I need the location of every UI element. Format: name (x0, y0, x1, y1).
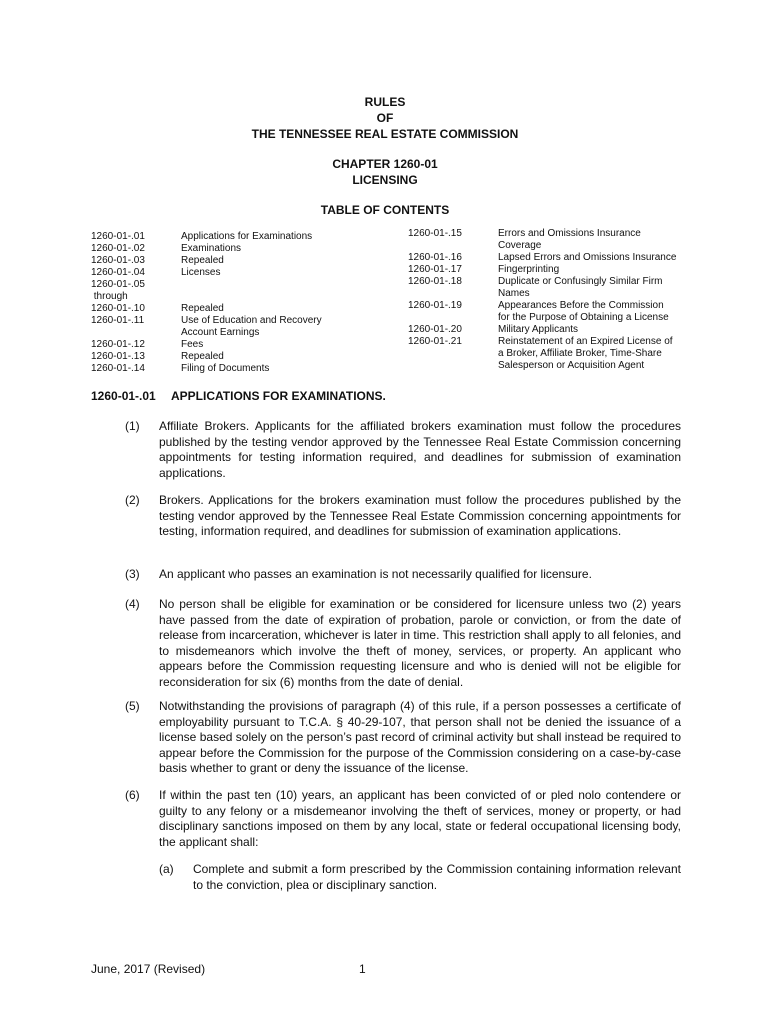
toc-title-entry: Repealed (181, 303, 224, 314)
toc-num: through (91, 291, 128, 302)
toc-num: 1260-01-.04 (91, 267, 145, 278)
toc-num: 1260-01-.16 (408, 252, 462, 263)
paragraph-number: (5) (125, 699, 140, 713)
toc-title-entry: Names (498, 288, 530, 299)
paragraph-text: No person shall be eligible for examination or be considered for licensure unless two (2) years have passed from the date of expiration of probation, parole or conviction, or from the date of release from incarceration, whichever is later in time. This restriction shall apply to all felonies, and to misdemeanors which involve the theft of money, services, or property. An applicant who appears before the Commission requesting licensure and who is denied will not be eligible for reconsideration for six (6) months from the date of denial. (159, 597, 681, 689)
toc-num: 1260-01-.11 (91, 315, 145, 326)
toc-num: 1260-01-.15 (408, 228, 462, 239)
toc-title-entry: Appearances Before the Commission (498, 300, 664, 311)
toc-title-entry: Licenses (181, 267, 221, 278)
paragraph-text: An applicant who passes an examination is not necessarily qualified for licensure. (159, 567, 592, 581)
toc-num: 1260-01-.10 (91, 303, 145, 314)
paragraph-5 (125, 699, 681, 777)
toc-num: 1260-01-.12 (91, 339, 145, 350)
toc-num: 1260-01-.03 (91, 255, 145, 266)
toc-num: 1260-01-.02 (91, 243, 145, 254)
commission-heading: THE TENNESSEE REAL ESTATE COMMISSION (251, 127, 519, 141)
paragraph-3 (125, 567, 681, 583)
toc-num: 1260-01-.17 (408, 264, 462, 275)
toc-title-entry: Duplicate or Confusingly Similar Firm (498, 276, 663, 287)
toc-title-entry: Salesperson or Acquisition Agent (498, 360, 645, 371)
toc-num: 1260-01-.20 (408, 324, 462, 335)
toc-title-entry: Errors and Omissions Insurance (498, 228, 641, 239)
toc-title-entry: Use of Education and Recovery (181, 315, 322, 326)
footer-date: June, 2017 (Revised) (91, 962, 206, 976)
toc-title-entry: Repealed (181, 255, 224, 266)
toc-title-entry: Account Earnings (181, 327, 260, 338)
section-heading (91, 389, 386, 403)
toc-num: 1260-01-.21 (408, 336, 462, 347)
toc-title-entry: for the Purpose of Obtaining a License (498, 312, 669, 323)
toc-title-entry: Reinstatement of an Expired License of (498, 336, 673, 347)
section-number: 1260-01-.01 (91, 389, 156, 403)
toc-title-entry: Fingerprinting (498, 264, 560, 275)
subparagraph-number: (a) (159, 862, 174, 876)
subparagraph-text: Complete and submit a form prescribed by the Commission containing information relevant to the conviction, plea or disciplinary sanction. (193, 862, 681, 892)
paragraph-text: Affiliate Brokers. Applicants for the affiliated brokers examination must follow the procedures published by the testing vendor approved by the Tennessee Real Estate Commission concerning appointments for testing information required, and deadlines for submission of examination applications. (159, 419, 681, 480)
paragraph-number: (3) (125, 567, 140, 581)
toc-num: 1260-01-.18 (408, 276, 462, 287)
toc-title-entry: Lapsed Errors and Omissions Insurance (498, 252, 677, 263)
toc-num: 1260-01-.01 (91, 231, 145, 242)
paragraph-text: Notwithstanding the provisions of paragraph (4) of this rule, if a person possesses a certificate of employability pursuant to T.C.A. § 40-29-107, that person shall not be denied the issuance of a license based solely on the person’s past record of criminal activity but shall instead be required to appear before the Commission for the purpose of the Commission considering on a case-by-case basis whether to grant or deny the issuance of the license. (159, 699, 681, 775)
toc-num: 1260-01-.05 (91, 279, 145, 290)
toc-num: 1260-01-.14 (91, 363, 145, 374)
paragraph-4 (125, 597, 681, 690)
toc-title-entry: Repealed (181, 351, 224, 362)
rules-heading: RULES (364, 95, 406, 109)
subparagraph-a (159, 862, 681, 893)
toc-num: 1260-01-.19 (408, 300, 462, 311)
chapter-heading: CHAPTER 1260-01 (332, 157, 438, 171)
toc-title: TABLE OF CONTENTS (320, 203, 450, 217)
toc-title-entry: Coverage (498, 240, 542, 251)
toc-title-entry: Applications for Examinations (181, 231, 313, 242)
paragraph-6 (125, 788, 681, 850)
toc-title-entry: Filing of Documents (181, 363, 270, 374)
paragraph-number: (1) (125, 419, 140, 433)
paragraph-text: If within the past ten (10) years, an applicant has been convicted of or pled nolo contendere or guilty to any felony or a misdemeanor involving the theft of services, money or property, or had disciplinary sanctions imposed on them by any local, state or federal occupational licensing body, the applicant shall: (159, 788, 681, 849)
paragraph-text: Brokers. Applications for the brokers examination must follow the procedures published by the testing vendor approved by the Tennessee Real Estate Commission concerning appointments for testing, information required, and deadlines for submission of examination applications. (159, 493, 681, 538)
toc-title-entry: a Broker, Affiliate Broker, Time-Share (498, 348, 662, 359)
page-number: 1 (359, 962, 366, 976)
paragraph-number: (2) (125, 493, 140, 507)
paragraph-number: (6) (125, 788, 140, 802)
paragraph-2 (125, 493, 681, 540)
paragraph-1 (125, 419, 681, 481)
of-heading: OF (376, 111, 394, 125)
toc-num: 1260-01-.13 (91, 351, 145, 362)
paragraph-number: (4) (125, 597, 140, 611)
section-title: APPLICATIONS FOR EXAMINATIONS. (171, 389, 386, 403)
toc-title-entry: Military Applicants (498, 324, 579, 335)
chapter-title: LICENSING (352, 173, 418, 187)
toc-title-entry: Examinations (181, 243, 242, 254)
toc-title-entry: Fees (181, 339, 204, 350)
